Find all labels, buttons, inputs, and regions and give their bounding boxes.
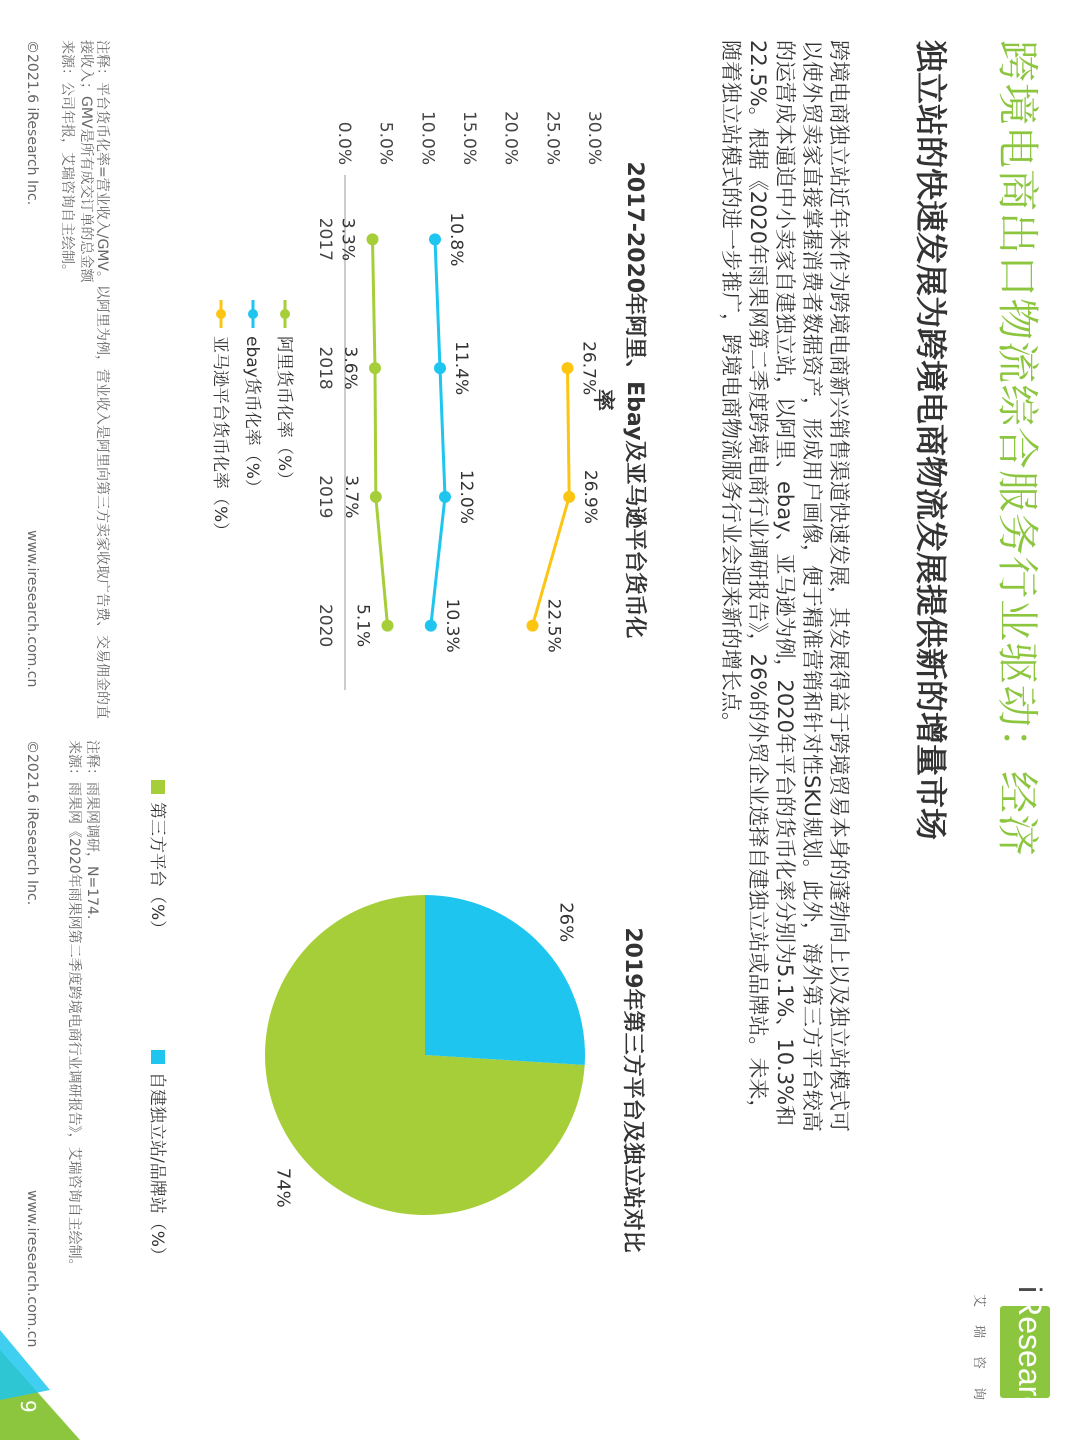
data-point [370,491,382,503]
footer-copyright-right: ©2021.6 iResearch Inc. [24,740,40,906]
series-group [338,212,601,652]
data-label: 5.1% [352,604,373,648]
data-point [562,362,574,374]
legend-swatch [151,780,165,794]
legend-label: 第三方平台（%） [147,802,167,938]
y-tick-label: 15.0% [459,110,479,165]
data-label: 3.7% [340,475,361,519]
y-tick-label: 30.0% [584,110,604,165]
body-paragraph: 跨境电商独立站近年来作为跨境电商新兴销售渠道快速发展，其发展得益于跨境贸易本身的蓬勃向上以及独立站模式可以使外贸卖家直接掌握消费者数据资产，形成用户画像，便于精准营销和针对性SKU规划。此外，海外第三方平台较高的运营成本逼迫中小卖家自建独立站，以阿里、ebay、亚马逊为例，2020年平台的货币化率分别为5.1%、10.3%和22.5%。根据《2020年雨果网第二季度跨境电商行业调研报告》，26%的外贸企业选择自建独立站或品牌站。未来，随着独立站模式的进一步推广，跨境电商物流服务行业会迎来新的增长点。 [719,40,851,1132]
y-tick-label: 25.0% [542,110,563,165]
x-tick-label: 2019 [315,475,335,519]
legend-label: 亚马逊平台货币化率（%） [210,336,230,540]
data-label: 10.3% [441,598,462,653]
legend-marker [248,309,258,319]
footer-url-left: www.iresearch.com.cn [24,530,40,688]
page-title: 跨境电商出口物流综合服务行业驱动：经济 [993,40,1042,858]
line-chart-source: 来源：公司年报，艾瑞咨询自主绘制。 [59,40,75,278]
series-line [373,239,388,625]
pie-chart [100,720,620,1420]
y-tick-label: 20.0% [500,110,521,165]
data-point [527,620,539,632]
x-tick-label: 2018 [315,346,335,390]
legend-marker [280,309,290,319]
x-tick-label: 2017 [315,217,335,262]
data-label: 26.7% [578,341,599,396]
y-tick-label: 10.0% [417,110,438,165]
x-axis [315,218,335,648]
data-label: 3.3% [337,217,358,261]
y-tick-label: 5.0% [375,121,396,165]
x-tick-label: 2020 [315,603,335,648]
page-subtitle: 独立站的快速发展为跨境电商物流发展提供新的增量市场 [912,40,950,841]
page-number: 9 [16,1400,40,1413]
y-tick-label: 0.0% [334,121,354,165]
legend-marker [216,309,226,319]
line-chart-note: 注释：平台货币化率=营业收入/GMV。以阿里为例，营业收入是阿里向第三方卖家收取广告费、交易佣金的直接收入；GMV是所有成交订单的总金额 [78,40,110,719]
slice-label: 26% [555,902,577,943]
data-point [367,233,379,245]
slice-label: 74% [272,1167,294,1208]
logo-wordmark [1011,1286,1048,1430]
corner-decoration [0,1330,90,1440]
legend [210,300,294,539]
data-label: 12.0% [456,469,476,524]
legend-swatch [151,1050,165,1064]
legend-label: 自建独立站/品牌站（%） [147,1072,167,1264]
pie-chart-title: 2019年第三方平台及独立站对比 [620,927,645,1253]
logo-subtitle: 艾瑞咨询 [971,1294,986,1419]
logo-i: i [1012,1286,1048,1294]
data-label: 10.8% [446,212,466,267]
data-label: 26.9% [580,469,601,524]
data-point [434,362,446,374]
pie-chart-source: 来源：雨果网《2020年雨果网第二季度跨境电商行业调研报告》，艾瑞咨询自主绘制。 [66,740,82,1273]
iresearch-logo [960,1280,1050,1431]
pie-slices [265,895,585,1215]
data-label: 11.4% [451,341,471,396]
data-label: 3.6% [340,346,360,390]
data-point [439,491,451,503]
legend-label: 阿里货币化率（%） [274,336,294,489]
data-point [563,491,575,503]
data-point [369,362,381,374]
data-point [382,620,394,632]
pie-chart-note: 注释：雨果网调研，N=174. [84,740,100,920]
series-line [431,239,445,625]
line-chart-title: 2017-2020年阿里、Ebay及亚马逊平台货币化率 [590,161,647,639]
legend [147,780,167,1264]
logo-research: Research [1012,1293,1048,1431]
line-chart [100,0,620,700]
legend-label: ebay货币化率（%） [242,336,262,496]
data-point [429,233,441,245]
data-point [425,620,437,632]
data-label: 22.5% [543,598,564,653]
y-axis [334,111,604,165]
footer-copyright-left: ©2021.6 iResearch Inc. [24,40,40,206]
footer-url-right: www.iresearch.com.cn [24,1190,40,1348]
